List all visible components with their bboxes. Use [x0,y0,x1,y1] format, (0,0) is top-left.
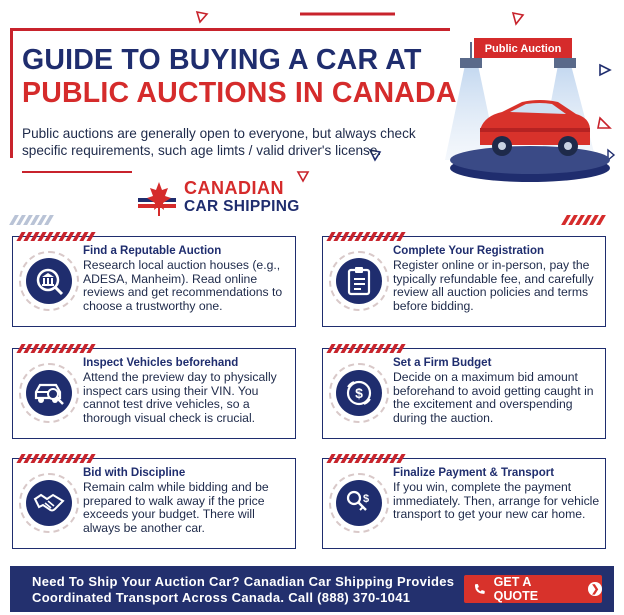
step-title: Complete Your Registration [393,245,545,257]
step-card-inspect [12,348,296,439]
footer-text-line2: Coordinated Transport Across Canada. Call (888) 370-1041 [32,590,411,605]
page-title-line2: PUBLIC AUCTIONS IN CANADA [22,77,457,109]
card-tab-stripes [19,340,99,349]
car-inspect-icon [26,370,72,416]
step-card-find-auction [12,236,296,327]
clipboard-icon [336,258,382,304]
step-text: Attend the preview day to physically inspect cars using their VIN. You cannot test drive vehicles, so a thorough visual check is crucial. [83,370,277,425]
step-title: Inspect Vehicles beforehand [83,357,239,369]
step-title: Finalize Payment & Transport [393,467,555,479]
step-text: Remain calm while bidding and be prepared to walk away if the price exceeds your budget. There will always be another car. [83,480,269,535]
dollar-coin-icon [336,370,382,416]
step-text: If you win, complete the payment immediately. Then, arrange for vehicle transport to get your new car home. [393,480,600,521]
logo-text-line2: CAR SHIPPING [184,198,300,215]
intro-text: Public auctions are generally open to everyone, but always check specific requirements, such age limts / valid driver's license. [22,126,416,158]
step-card-payment [322,458,606,549]
svg-text:$: $ [355,385,363,401]
card-tab-stripes [19,228,99,237]
auction-stage-illustration [440,20,624,190]
get-a-quote-button[interactable] [464,575,602,603]
card-tab-stripes [329,228,409,237]
footer-banner [10,566,614,612]
svg-text:$: $ [362,493,370,505]
logo-text-line1: CANADIAN [184,178,284,198]
step-card-registration [322,236,606,327]
card-tab-stripes [329,450,409,459]
step-card-bid [12,458,296,549]
icon-ring [329,473,389,533]
step-text: Research local auction houses (e.g., ADESA, Manheim). Read online reviews and get recommendations to choose a trustworthy one. [83,258,283,313]
arrow-right-icon: ❯ [588,582,602,596]
page-title-line1: GUIDE TO BUYING A CAR AT [22,44,422,76]
handshake-icon [26,480,72,526]
icon-ring [329,251,389,311]
canadian-car-shipping-logo [138,178,298,222]
icon-ring [19,251,79,311]
divider [22,171,132,173]
step-card-budget [322,348,606,439]
card-tab-stripes [19,450,99,459]
stripe-decoration-right [564,212,606,220]
step-title: Bid with Discipline [83,467,186,479]
key-dollar-icon [336,480,382,526]
stripe-decoration-left [12,212,54,220]
card-tab-stripes [329,340,409,349]
step-title: Find a Reputable Auction [83,245,222,257]
get-a-quote-label: GET A QUOTE [493,575,539,603]
icon-ring [19,363,79,423]
icon-ring [329,363,389,423]
step-text: Decide on a maximum bid amount beforehand to avoid getting caught in the excitement and overspending during the auction. [393,370,594,425]
maple-leaf-flag-icon [138,180,180,220]
footer-text [32,574,454,606]
phone-icon [474,583,486,595]
bank-search-icon [26,258,72,304]
auction-sign-label: Public Auction [484,43,562,55]
icon-ring [19,473,79,533]
step-text: Register online or in-person, pay the typically refundable fee, and carefully review all auction policies and terms before bidding. [393,258,594,313]
footer-text-line1: Need To Ship Your Auction Car? Canadian Car Shipping Provides [32,574,455,589]
step-title: Set a Firm Budget [393,357,492,369]
